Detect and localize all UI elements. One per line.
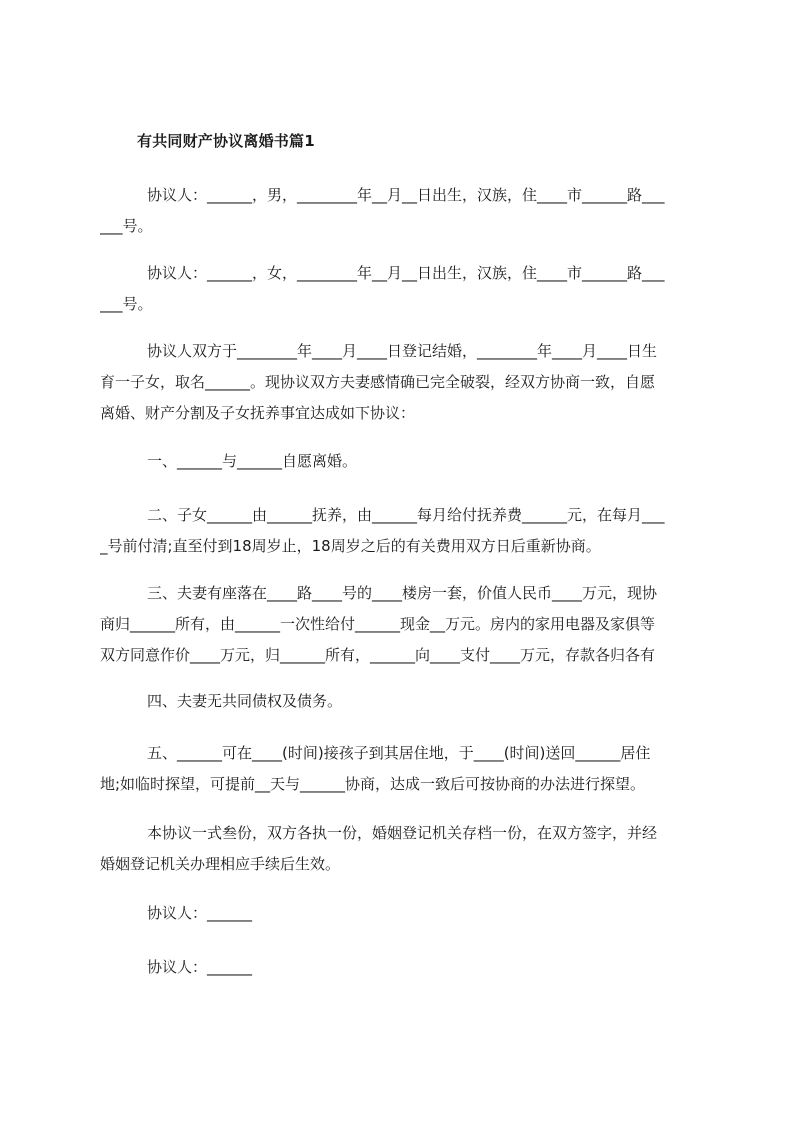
paragraph-line: 婚姻登记机关办理相应手续后生效。: [100, 855, 341, 873]
document-title: 有共同财产协议离婚书篇1: [137, 132, 315, 150]
paragraph-line: 三、夫妻有座落在____路____号的____楼房一套，价值人民币____万元，现协: [147, 584, 658, 602]
paragraph-line: _号前付清;直至付到18周岁止，18周岁之后的有关费用双方日后重新协商。: [100, 537, 601, 555]
paragraph-line: 离婚、财产分割及子女抚养事宜达成如下协议：: [100, 404, 416, 422]
paragraph-line: 二、子女______由______抚养，由______每月给付抚养费______元，在每月___: [147, 506, 665, 524]
paragraph-line: 本协议一式叁份，双方各执一份，婚姻登记机关存档一份，在双方签字，并经: [147, 824, 658, 842]
clause-3: [100, 578, 700, 671]
clause-1: [100, 446, 700, 477]
paragraph-party-2: [100, 258, 700, 320]
clause-4: [100, 686, 700, 717]
paragraph-line: 协议人：______，女，________年__月__日出生，汉族，住____市______路___: [147, 264, 665, 282]
paragraph-line: ___号。: [100, 217, 153, 235]
paragraph-line: 一、______与______自愿离婚。: [147, 452, 358, 470]
paragraph-line: 五、______可在____(时间)接孩子到其居住地，于____(时间)送回______居住: [147, 744, 651, 762]
paragraph-line: 四、夫妻无共同债权及债务。: [147, 692, 343, 710]
paragraph-line: 商归______所有，由______一次性给付______现金__万元。房内的家用电器及家俱等: [100, 615, 656, 633]
paragraph-marriage-info: [100, 336, 700, 429]
paragraph-line: 协议人：______，男，________年__月__日出生，汉族，住____市______路___: [147, 186, 665, 204]
signature-line-1: [100, 898, 700, 929]
paragraph-line: 地;如临时探望，可提前__天与______协商，达成一致后可按协商的办法进行探望。: [100, 775, 646, 793]
paragraph-line: 协议人：______: [147, 958, 253, 976]
paragraph-line: 育一子女，取名______。现协议双方夫妻感情确已完全破裂，经双方协商一致，自愿: [100, 373, 656, 391]
paragraph-line: 协议人：______: [147, 904, 253, 922]
paragraph-line: ___号。: [100, 295, 153, 313]
paragraph-party-1: [100, 180, 700, 242]
paragraph-line: 双方同意作价____万元，归______所有，______向____支付____万元，存款各归各有: [100, 646, 656, 664]
effectiveness-paragraph: [100, 818, 700, 880]
signature-line-2: [100, 952, 700, 983]
clause-5: [100, 738, 700, 800]
clause-2: [100, 500, 700, 562]
paragraph-line: 协议人双方于________年____月____日登记结婚，________年____月____日生: [147, 342, 658, 360]
